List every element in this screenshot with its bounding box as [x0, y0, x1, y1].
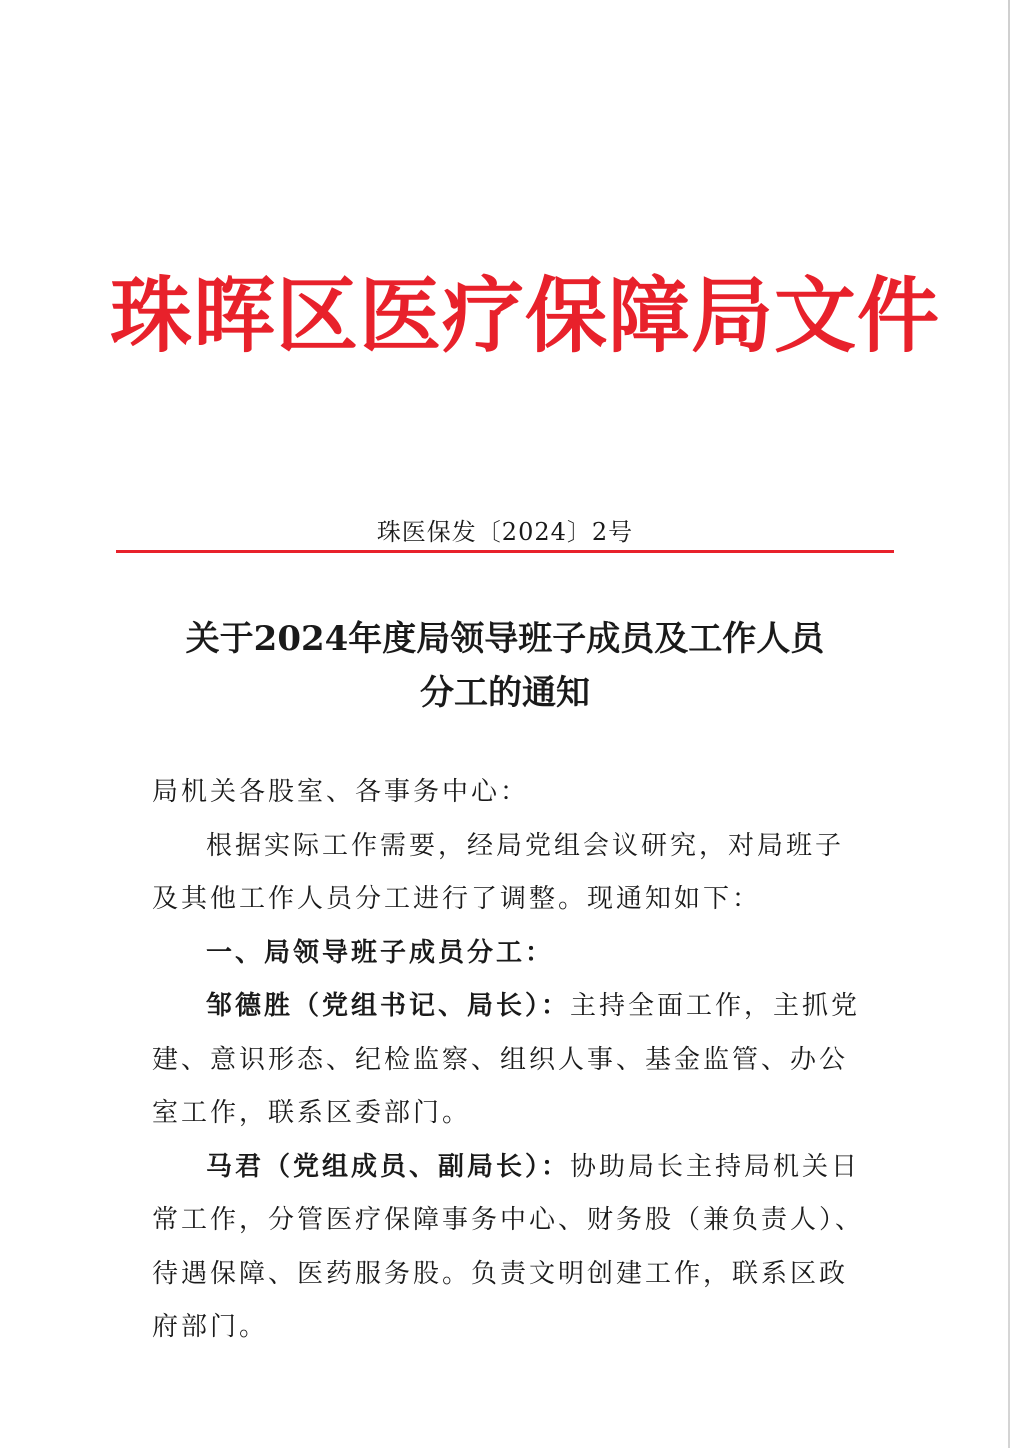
notice-title-line-2: 分工的通知 — [420, 673, 590, 713]
member-duties: 主持全面工作，主抓党建、意识形态、纪检监察、组织人事、基金监管、办公室工作，联系区委部门。 — [152, 991, 861, 1128]
member-name: 马君（党组成员、副局长）： — [206, 1151, 571, 1182]
document-number: 珠医保发〔2024〕2号 — [376, 518, 634, 546]
scan-edge — [1008, 0, 1010, 1448]
document-body — [152, 766, 872, 1355]
notice-title — [110, 612, 900, 720]
member-name: 邹德胜（党组书记、局长）： — [206, 991, 571, 1021]
notice-title-line-1: 关于2024年度局领导班子成员及工作人员 — [185, 619, 825, 659]
document-header-title: 珠晖区医疗保障局文件 — [110, 269, 941, 364]
intro-paragraph: 根据实际工作需要，经局党组会议研究，对局班子及其他工作人员分工进行了调整。现通知如下： — [152, 830, 845, 914]
member-duties: 协助局长主持局机关日常工作，分管医疗保障事务中心、财务股（兼负责人）、待遇保障、医药服务股。负责文明创建工作，联系区政府部门。 — [152, 1151, 865, 1342]
member-paragraph — [152, 1141, 872, 1355]
addressee: 局机关各股室、各事务中心： — [152, 777, 530, 807]
red-divider-line — [116, 550, 894, 553]
member-paragraph — [152, 980, 872, 1141]
section-heading-1: 一、局领导班子成员分工： — [206, 937, 555, 968]
